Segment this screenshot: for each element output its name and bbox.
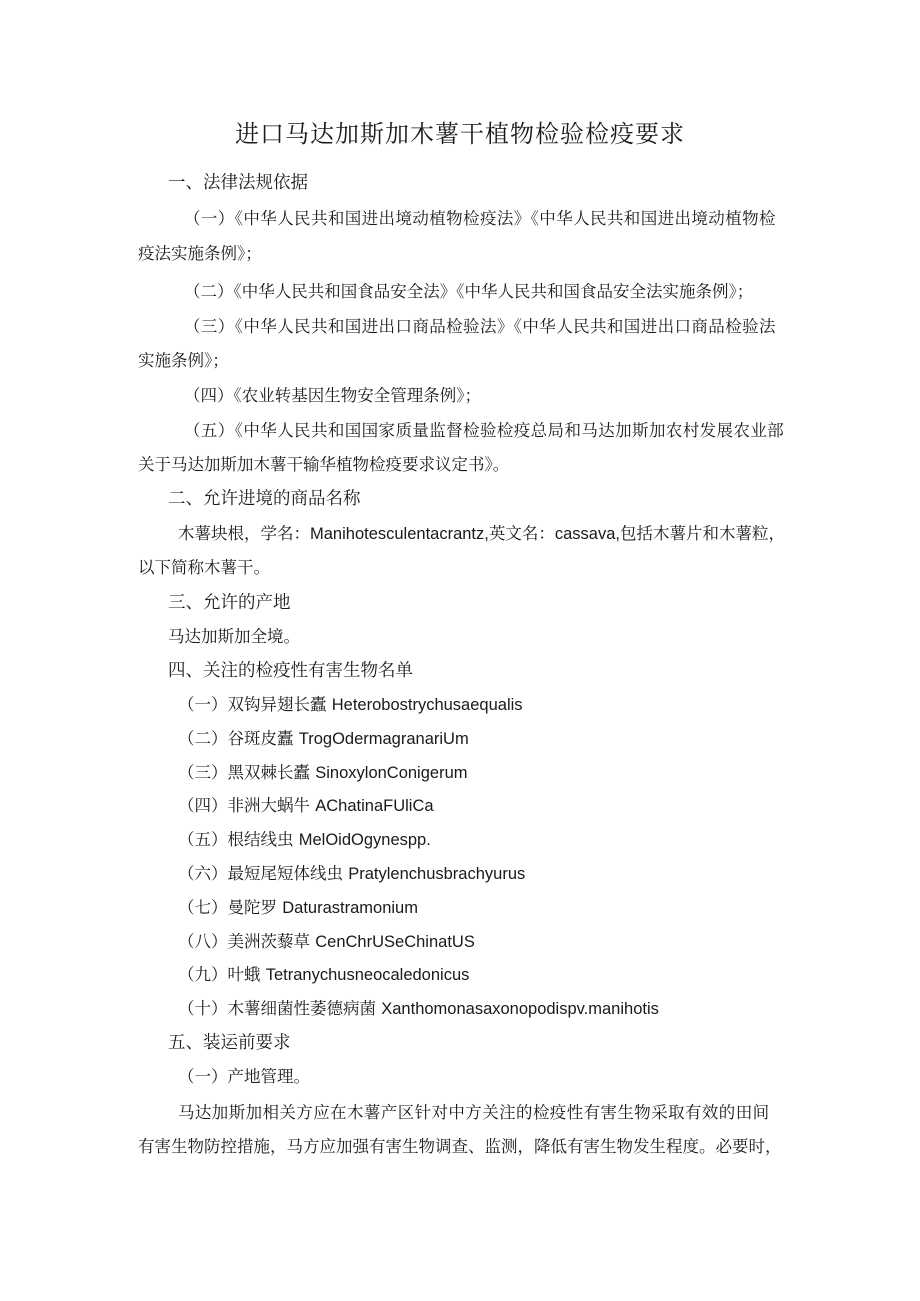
subsection-origin-management: （一）产地管理。: [178, 1067, 310, 1086]
pest-chinese-name: 双钩异翅长蠹: [227, 695, 332, 714]
pest-latin-name: TrogOdermagranariUm: [298, 730, 469, 748]
pest-chinese-name: 美洲茨藜草: [227, 932, 316, 951]
pest-number: （五）: [178, 830, 228, 849]
scientific-name: Manihotesculentacrantz,: [310, 525, 489, 543]
commodity-description-line1: [178, 517, 785, 551]
pest-number: （八）: [178, 932, 228, 951]
pest-list-item: [178, 891, 418, 925]
pest-list-item: [178, 688, 523, 722]
pest-list-item: [178, 722, 469, 756]
legal-item-3-line1: （三）《中华人民共和国进出口商品检验法》《中华人民共和国进出口商品检验法: [184, 317, 776, 336]
pest-list-item: [178, 756, 468, 790]
pest-list-item: [178, 992, 659, 1026]
section-heading-quarantine-pests: 四、关注的检疫性有害生物名单: [168, 661, 413, 681]
section-heading-pre-shipment: 五、装运前要求: [168, 1033, 291, 1053]
pest-chinese-name: 最短尾短体线虫: [227, 864, 349, 883]
legal-item-2: （二）《中华人民共和国食品安全法》《中华人民共和国食品安全法实施条例》；: [184, 282, 754, 301]
paragraph-line2: 有害生物防控措施，马方应加强有害生物调查、监测，降低有害生物发生程度。必要时，: [138, 1137, 782, 1156]
legal-item-5-line1: （五）《中华人民共和国国家质量监督检验检疫总局和马达加斯加农村发展农业部: [184, 421, 785, 440]
legal-item-1-line2: 疫法实施条例》；: [138, 244, 262, 263]
pest-number: （四）: [178, 796, 228, 815]
pest-number: （三）: [178, 763, 228, 782]
pest-latin-name: Pratylenchusbrachyurus: [348, 865, 526, 883]
english-name: cassava,: [554, 525, 620, 543]
pest-list-item: [178, 857, 525, 891]
pest-latin-name: Tetranychusneocaledonicus: [265, 966, 470, 984]
document-title: 进口马达加斯加木薯干植物检验检疫要求: [235, 120, 685, 148]
pest-chinese-name: 黑双棘长蠹: [227, 763, 316, 782]
pest-latin-name: MelOidOgynespp.: [298, 831, 431, 849]
pest-number: （六）: [178, 864, 228, 883]
pest-latin-name: Heterobostrychusaequalis: [331, 696, 523, 714]
pest-number: （七）: [178, 898, 228, 917]
legal-item-3-line2: 实施条例》；: [138, 351, 229, 370]
commodity-prefix: 木薯块根，学名：: [178, 524, 310, 543]
pest-latin-name: AChatinaFUliCa: [315, 797, 434, 815]
legal-item-1-line1: （一）《中华人民共和国进出境动植物检疫法》《中华人民共和国进出境动植物检: [184, 209, 776, 228]
section-heading-legal-basis: 一、法律法规依据: [168, 173, 308, 193]
commodity-mid: 英文名：: [488, 524, 555, 543]
pest-list-item: [178, 823, 431, 857]
legal-item-4: （四）《农业转基因生物安全管理条例》；: [184, 386, 481, 405]
paragraph-line1: 马达加斯加相关方应在木薯产区针对中方关注的检疫性有害生物采取有效的田间: [178, 1103, 770, 1122]
pest-latin-name: Xanthomonasaxonopodispv.manihotis: [381, 1000, 659, 1018]
pest-latin-name: SinoxylonConigerum: [315, 764, 468, 782]
pest-number: （十）: [178, 999, 228, 1018]
commodity-description-line2: 以下简称木薯干。: [138, 558, 270, 577]
pest-number: （二）: [178, 729, 228, 748]
pest-list-item: [178, 789, 434, 823]
pest-chinese-name: 曼陀罗: [227, 898, 283, 917]
legal-item-5-line2: 关于马达加斯加木薯干输华植物检疫要求议定书》。: [138, 455, 510, 474]
pest-chinese-name: 叶蛾: [227, 965, 266, 984]
pest-list-item: [178, 958, 469, 992]
section-heading-permitted-origin: 三、允许的产地: [168, 593, 291, 613]
pest-latin-name: CenChrUSeChinatUS: [315, 933, 475, 951]
pest-chinese-name: 木薯细菌性萎德病菌: [227, 999, 382, 1018]
pest-chinese-name: 根结线虫: [227, 830, 299, 849]
commodity-suffix: 包括木薯片和木薯粒，: [619, 524, 785, 543]
pest-latin-name: Daturastramonium: [282, 899, 418, 917]
pest-list-item: [178, 925, 475, 959]
pest-number: （一）: [178, 695, 228, 714]
section-heading-permitted-commodity: 二、允许进境的商品名称: [168, 489, 361, 509]
pest-number: （九）: [178, 965, 228, 984]
origin-text: 马达加斯加全境。: [168, 627, 300, 646]
pest-chinese-name: 非洲大蜗牛: [227, 796, 316, 815]
pest-chinese-name: 谷斑皮蠹: [227, 729, 299, 748]
